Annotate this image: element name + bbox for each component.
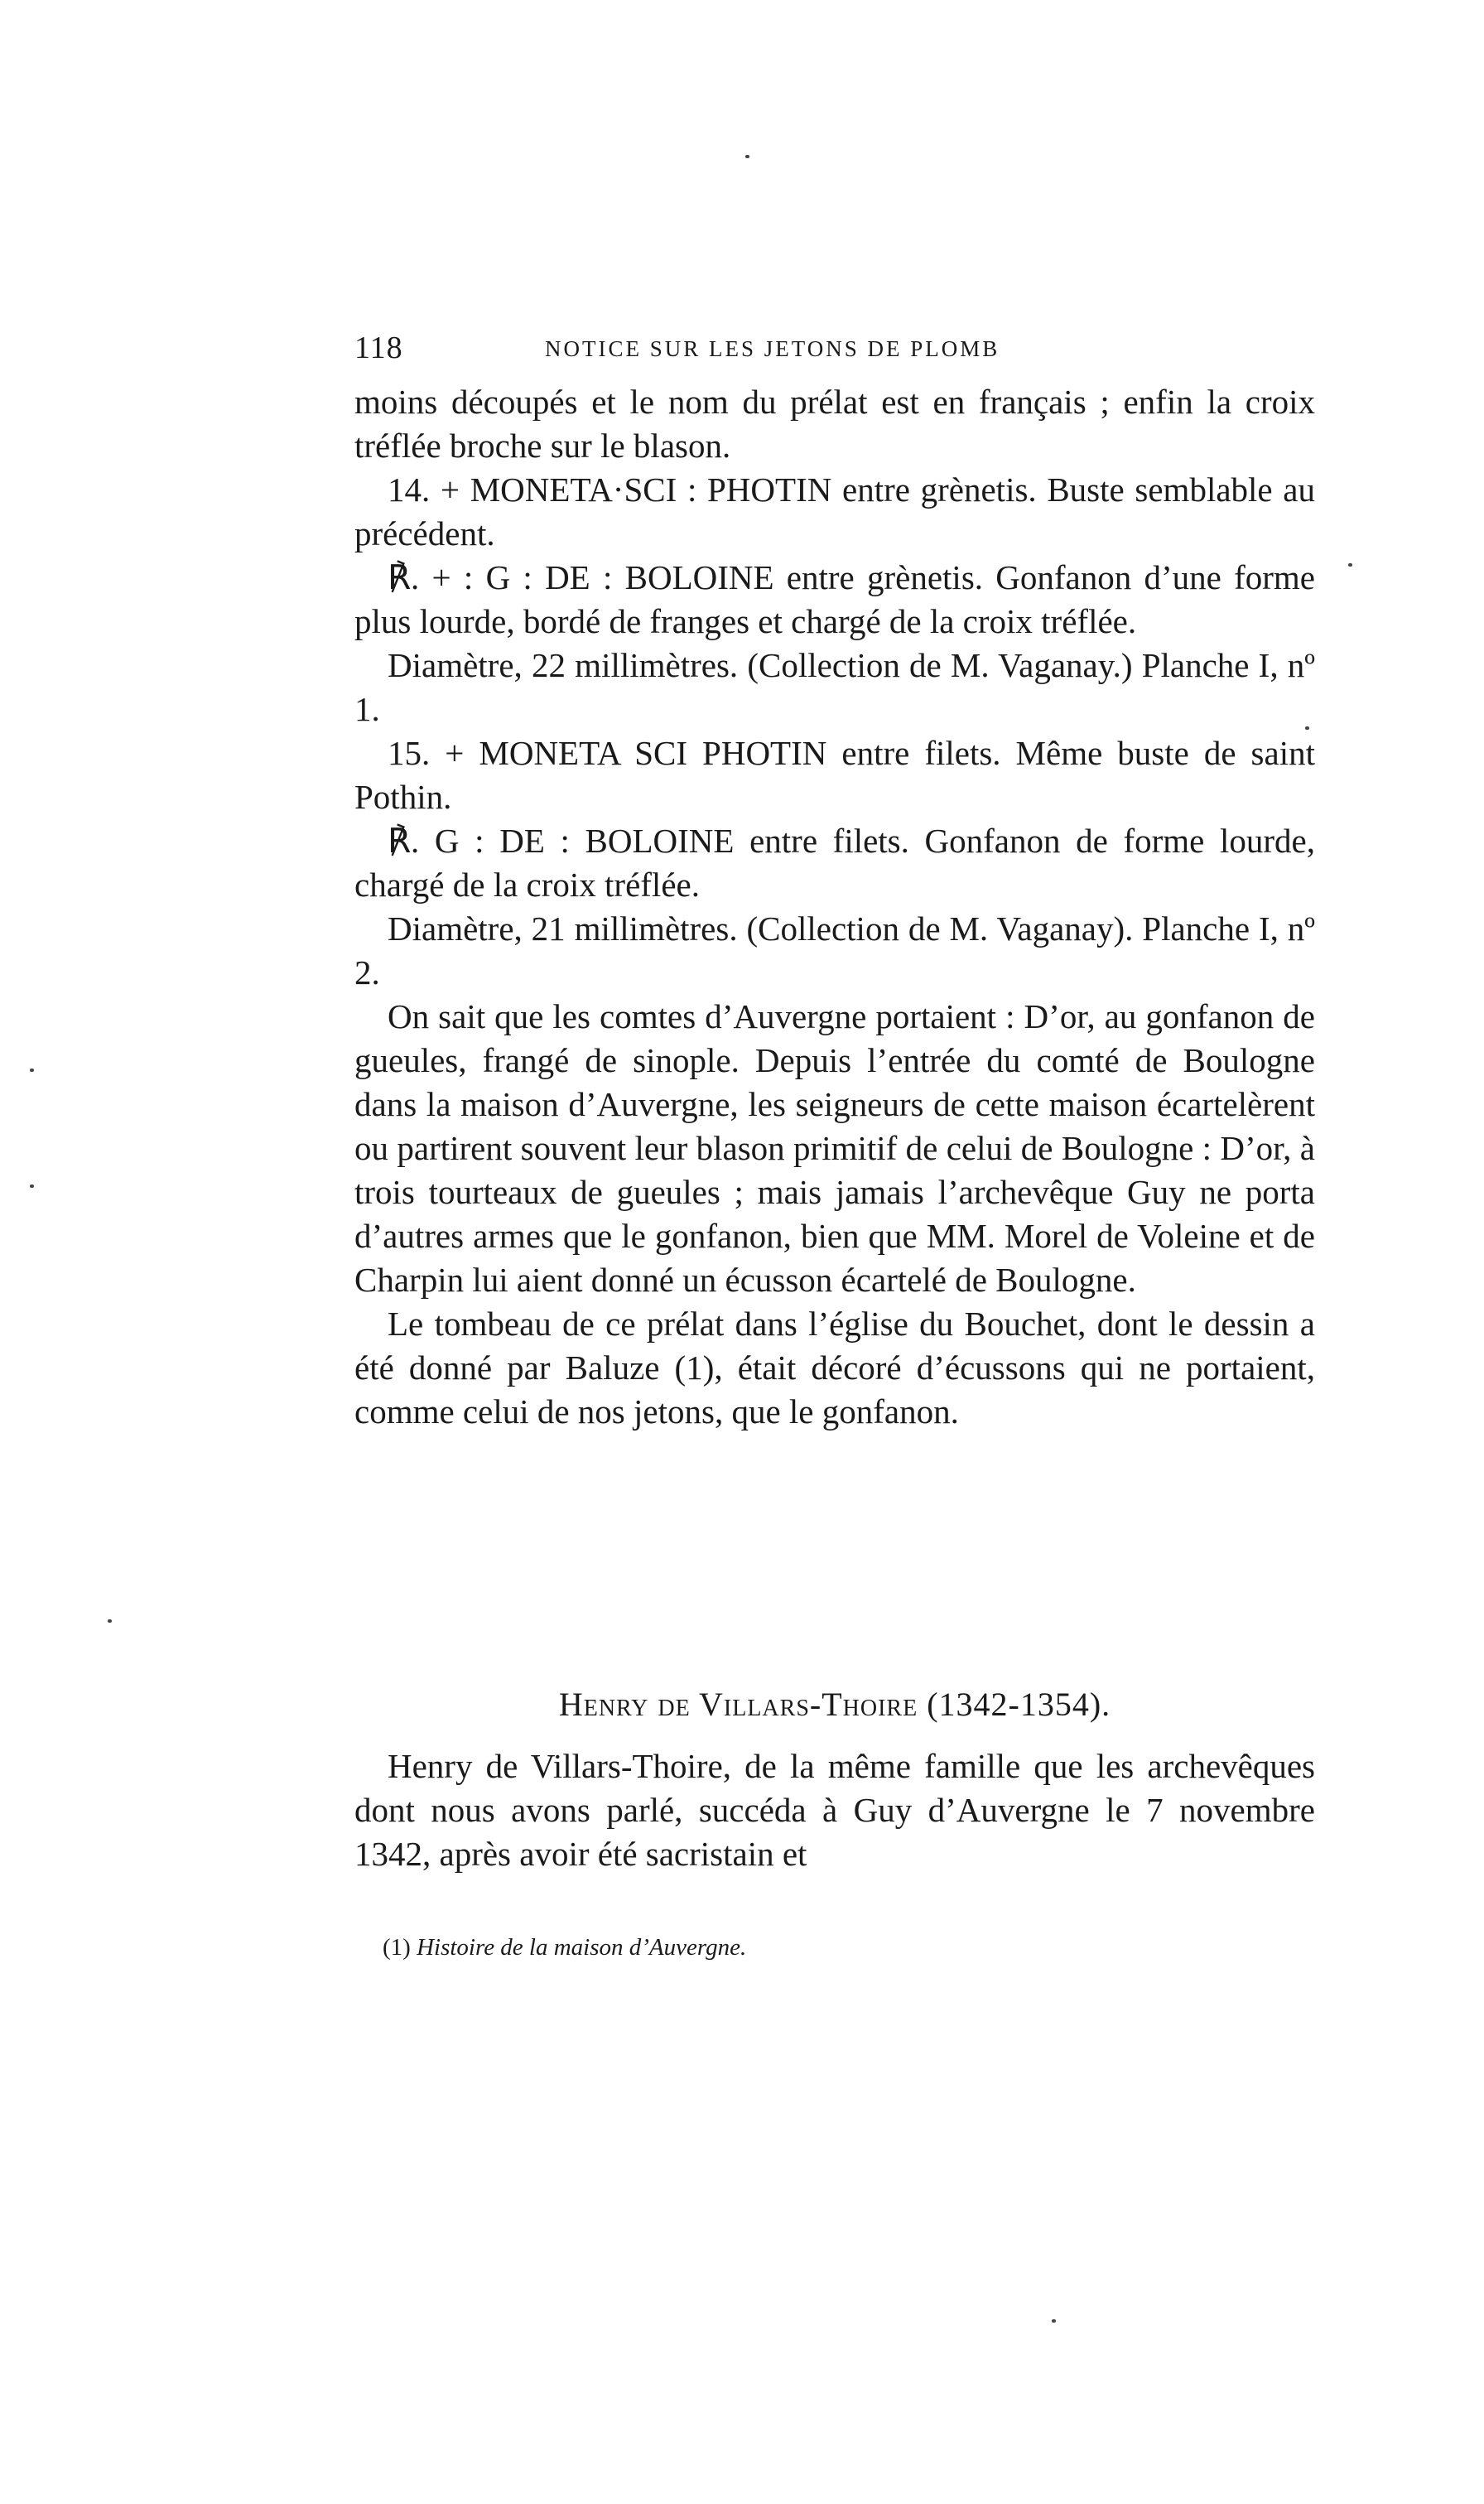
paragraph-item-15: 15. + MONETA SCI PHOTIN entre filets. Même buste de saint Pothin. bbox=[354, 734, 1315, 816]
scan-speck bbox=[1052, 2319, 1056, 2323]
footnote-text: Histoire de la maison d’Auvergne. bbox=[417, 1934, 747, 1961]
paragraph-tomb: Le tombeau de ce prélat dans l’église du Bouchet, dont le dessin a été donné par Baluze (1), était décoré d’écussons qui ne portaient, comme celui de nos jetons, que le gonfanon. bbox=[354, 1305, 1315, 1431]
paragraph-arms: On sait que les comtes d’Auvergne portaient : D’or, au gonfanon de gueules, frangé de sinople. Depuis l’entrée du comté de Boulogne dans la maison d’Auvergne, les seigneurs de cette maison écartelèrent ou partirent souvent leur blason primitif de celui de Boulogne : D’or, à trois tourteaux de gueules ; mais jamais l’archevêque Guy ne porta d’autres armes que le gonfanon, bien que MM. Morel de Voleine et de Charpin lui aient donné un écusson écartelé de Boulogne. bbox=[354, 997, 1315, 1299]
scan-speck bbox=[1305, 726, 1309, 730]
scan-speck bbox=[108, 1619, 112, 1623]
section-heading: Henry de Villars-Thoire (1342-1354). bbox=[558, 1686, 1111, 1723]
scan-speck bbox=[30, 1184, 34, 1188]
section-text bbox=[354, 1744, 1315, 1876]
paragraph-item-15-reverse: ℟. G : DE : BOLOINE entre filets. Gonfanon de forme lourde, chargé de la croix tréflée. bbox=[354, 822, 1315, 904]
paragraph-item-15-diameter: Diamètre, 21 millimètres. (Collection de M. Vaganay). Planche I, nº 2. bbox=[354, 909, 1315, 991]
footnote bbox=[383, 1934, 746, 1961]
page-number: 118 bbox=[354, 330, 403, 365]
paragraph-item-14: 14. + MONETA·SCI : PHOTIN entre grènetis. Buste semblable au précédent. bbox=[354, 470, 1315, 552]
main-text bbox=[354, 380, 1315, 1434]
paragraph-item-14-diameter: Diamètre, 22 millimètres. (Collection de M. Vaganay.) Planche I, nº 1. bbox=[354, 646, 1315, 728]
footnote-mark: (1) bbox=[383, 1934, 411, 1961]
scan-speck bbox=[745, 155, 749, 158]
paragraph-item-14-reverse: ℟. + : G : DE : BOLOINE entre grènetis. Gonfanon d’une forme plus lourde, bordé de franges et chargé de la croix tréflée. bbox=[354, 558, 1315, 640]
page-header bbox=[354, 330, 1315, 371]
scan-speck bbox=[1348, 563, 1352, 567]
paragraph-continuation: moins découpés et le nom du prélat est en français ; enfin la croix tréflée broche sur le blason. bbox=[354, 383, 1315, 465]
scan-speck bbox=[30, 1069, 34, 1072]
paragraph-henry: Henry de Villars-Thoire, de la même famille que les archevêques dont nous avons parlé, succéda à Guy d’Auvergne le 7 novembre 1342, après avoir été sacristain et bbox=[354, 1747, 1315, 1873]
running-head: NOTICE SUR LES JETONS DE PLOMB bbox=[545, 336, 1000, 361]
